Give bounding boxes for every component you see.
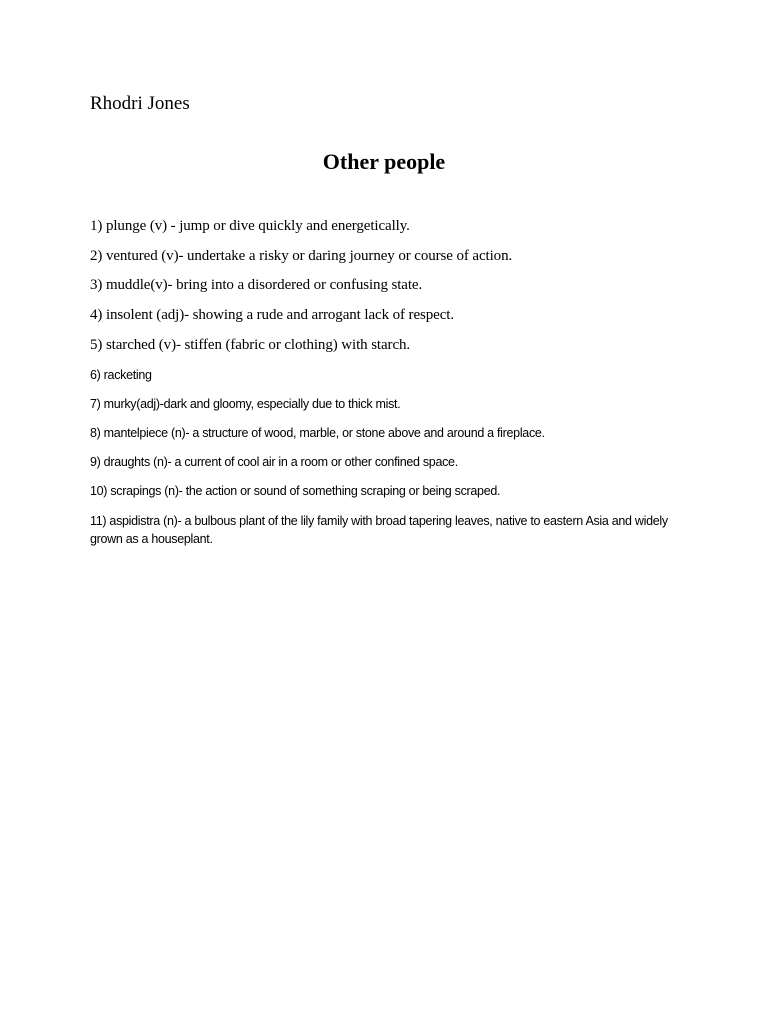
document-title: Other people bbox=[322, 149, 446, 174]
vocabulary-entry: 11) aspidistra (n)- a bulbous plant of the lily family with broad tapering leaves, native to eastern Asia and widely grown as a houseplant. bbox=[90, 514, 668, 546]
vocabulary-entry: 3) muddle(v)- bring into a disordered or confusing state. bbox=[90, 277, 423, 293]
vocabulary-entry: 5) starched (v)- stiffen (fabric or clothing) with starch. bbox=[90, 337, 411, 353]
vocabulary-entry: 8) mantelpiece (n)- a structure of wood, marble, or stone above and around a fireplace. bbox=[90, 426, 545, 440]
vocabulary-entry: 2) ventured (v)- undertake a risky or daring journey or course of action. bbox=[90, 248, 513, 264]
vocabulary-entry: 6) racketing bbox=[90, 368, 152, 382]
vocabulary-entry: 4) insolent (adj)- showing a rude and arrogant lack of respect. bbox=[90, 307, 454, 323]
author-name: Rhodri Jones bbox=[90, 93, 190, 114]
vocabulary-entry: 10) scrapings (n)- the action or sound of something scraping or being scraped. bbox=[90, 484, 501, 498]
vocabulary-entry: 9) draughts (n)- a current of cool air in a room or other confined space. bbox=[90, 455, 458, 469]
vocabulary-entry: 1) plunge (v) - jump or dive quickly and energetically. bbox=[90, 218, 410, 234]
vocabulary-entry: 7) murky(adj)-dark and gloomy, especially due to thick mist. bbox=[90, 397, 401, 411]
